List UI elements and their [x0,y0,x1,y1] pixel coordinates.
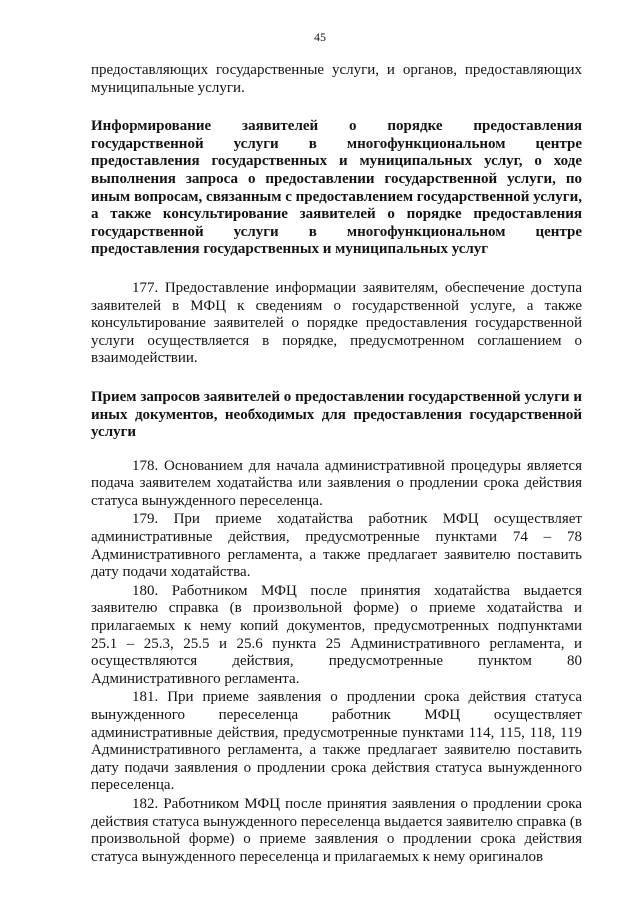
page-content [91,62,582,866]
section-heading-informing: Информирование заявителей о порядке предоставления государственной услуги в многофункциональном центре предоставления государственных и муниципальных услуг, о ходе выполнения запроса о предоставлении государственной услуги, по иным вопросам, связанным с предоставлением государственной услуги, а также консультирование заявителей о порядке предоставления государственной услуги в многофункциональном центре предоставления государственных и муниципальных услуг [91,118,582,258]
paragraph-177: 177. Предоставление информации заявителям, обеспечение доступа заявителей в МФЦ к сведениям о государственной услуге, а также консультирование заявителей о порядке предоставления государственной услуги осуществляется в порядке, предусмотренном соглашением о взаимодействии. [91,279,582,367]
paragraph-178: 178. Основанием для начала административной процедуры является подача заявителем ходатайства или заявления о продлении срока действия статуса вынужденного переселенца. [91,457,582,509]
continuation-paragraph: предоставляющих государственные услуги, и органов, предоставляющих муниципальные услуги. [91,62,582,96]
paragraph-179: 179. При приеме ходатайства работник МФЦ осуществляет административные действия, предусмотренные пунктами 74 – 78 Административного регламента, а также предлагает заявителю поставить дату подачи ходатайства. [91,511,582,581]
paragraph-180: 180. Работником МФЦ после принятия ходатайства выдается заявителю справка (в произвольной форме) о приеме ходатайства и прилагаемых к нему копий документов, предусмотренных подпунктами 25.1 – 25.3, 25.5 и 25.6 пункта 25 Административного регламента, и осуществляются действия, предусмотренные пунктом 80 Административного регламента. [91,582,582,687]
section-heading-reception: Прием запросов заявителей о предоставлении государственной услуги и иных документов, необходимых для предоставления государственной услуги [91,388,582,441]
page-number: 45 [314,30,326,44]
paragraph-181: 181. При приеме заявления о продлении срока действия статуса вынужденного переселенца работник МФЦ осуществляет административные действия, предусмотренные пунктами 114, 115, 118, 119 Административного регламента, а также предлагает заявителю поставить дату подачи заявления о продлении срока действия статуса вынужденного переселенца. [91,689,582,794]
paragraph-182: 182. Работником МФЦ после принятия заявления о продлении срока действия статуса вынужденного переселенца выдается заявителю справка (в произвольной форме) о приеме заявления о продлении срока действия статуса вынужденного переселенца и прилагаемых к нему оригиналов [91,795,582,865]
